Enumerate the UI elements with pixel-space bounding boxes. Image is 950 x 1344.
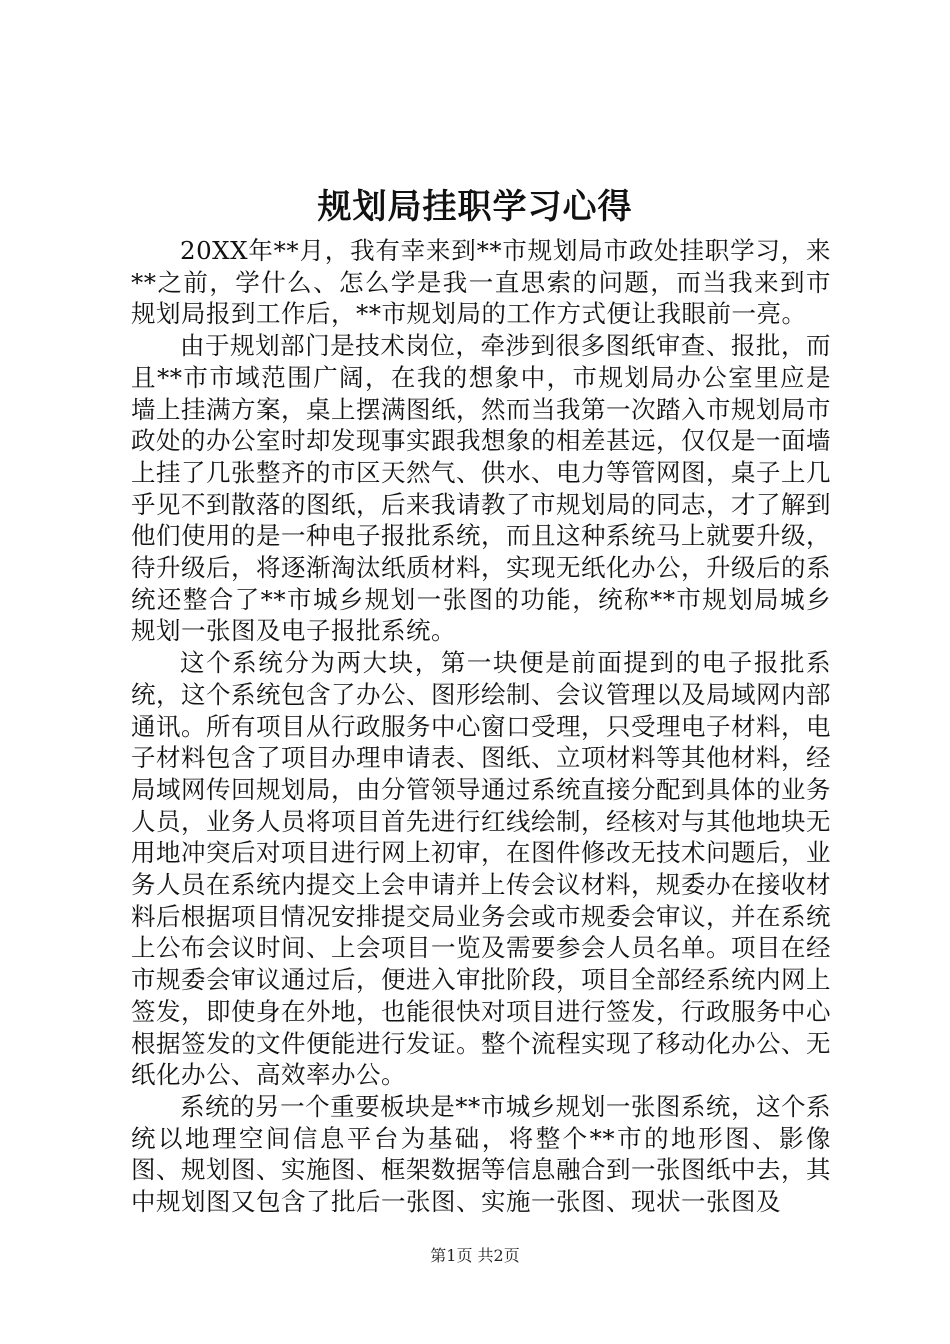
paragraph-3: 这个系统分为两大块，第一块便是前面提到的电子报批系统，这个系统包含了办公、图形绘制、会议管理以及局域网内部通讯。所有项目从行政服务中心窗口受理，只受理电子材料，电子材料包含了项目办理申请表、图纸、立项材料等其他材料，经局域网传回规划局，由分管领导通过系统直接分配到具体的业务人员，业务人员将项目首先进行红线绘制，经核对与其他地块无用地冲突后对项目进行网上初审，在图件修改无技术问题后，业务人员在系统内提交上会申请并上传会议材料，规委办在接收材料后根据项目情况安排提交局业务会或市规委会审议，并在系统上公布会议时间、上会项目一览及需要参会人员名单。项目在经市规委会审议通过后，便进入审批阶段，项目全部经系统内网上签发，即使身在外地，也能很快对项目进行签发，行政服务中心根据签发的文件便能进行发证。整个流程实现了移动化办公、无纸化办公、高效率办公。: [131, 648, 831, 1090]
paragraph-1: 20XX年**月，我有幸来到**市规划局市政处挂职学习，来**之前，学什么、怎么学是我一直思索的问题，而当我来到市规划局报到工作后，**市规划局的工作方式便让我眼前一亮。: [131, 236, 831, 329]
paragraph-2: 由于规划部门是技术岗位，牵涉到很多图纸审查、报批，而且**市市域范围广阔，在我的想象中，市规划局办公室里应是墙上挂满方案，桌上摆满图纸，然而当我第一次踏入市规划局市政处的办公室时却发现事实跟我想象的相差甚远，仅仅是一面墙上挂了几张整齐的市区天然气、供水、电力等管网图，桌子上几乎见不到散落的图纸，后来我请教了市规划局的同志，才了解到他们使用的是一种电子报批系统，而且这种系统马上就要升级，待升级后，将逐渐淘汰纸质材料，实现无纸化办公，升级后的系统还整合了**市城乡规划一张图的功能，统称**市规划局城乡规划一张图及电子报批系统。: [131, 331, 831, 646]
document-title: 规划局挂职学习心得: [317, 187, 633, 227]
paragraph-4: 系统的另一个重要板块是**市城乡规划一张图系统，这个系统以地理空间信息平台为基础，将整个**市的地形图、影像图、规划图、实施图、框架数据等信息融合到一张图纸中去，其中规划图又包含了批后一张图、实施一张图、现状一张图及: [131, 1091, 831, 1217]
document-body: [131, 235, 831, 1218]
page-footer: 第1页 共2页: [430, 1246, 520, 1265]
